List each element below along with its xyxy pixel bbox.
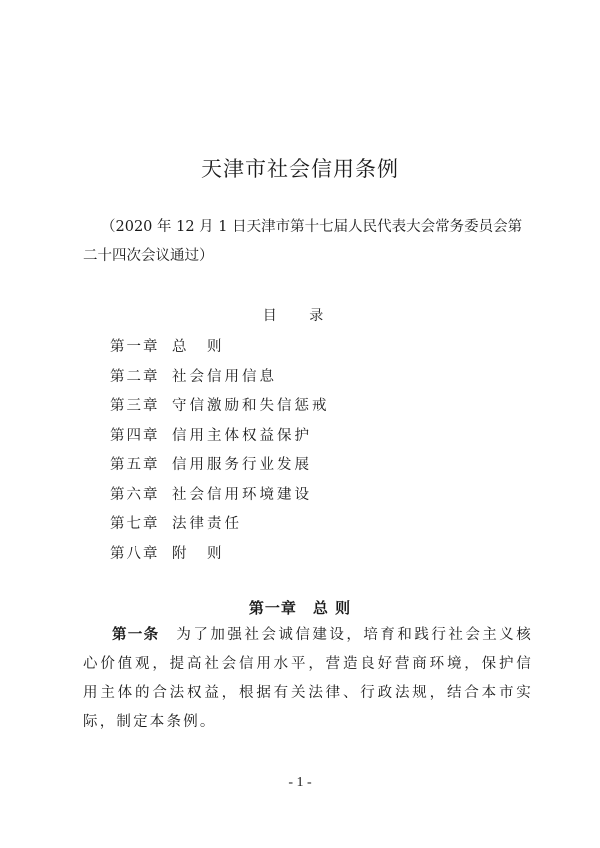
toc-chapter-number: 第四章 xyxy=(110,427,160,444)
toc-chapter-title: 总 则 xyxy=(172,339,225,355)
toc-chapter-title: 信用服务行业发展 xyxy=(172,457,312,473)
toc-chapter-number: 第六章 xyxy=(110,486,160,503)
toc-item-chapter-5 xyxy=(110,451,330,481)
toc-chapter-number: 第五章 xyxy=(110,457,160,473)
toc-item-chapter-7 xyxy=(110,510,330,540)
toc-item-chapter-6 xyxy=(110,481,330,511)
toc-item-chapter-8 xyxy=(110,540,330,570)
toc-chapter-number: 第二章 xyxy=(110,368,160,385)
page-number: - 1 - xyxy=(288,775,312,790)
toc-chapter-title: 社会信用环境建设 xyxy=(172,486,312,503)
toc-chapter-title: 信用主体权益保护 xyxy=(172,427,312,444)
toc-chapter-number: 第一章 xyxy=(110,339,160,355)
article-label: 第一条 xyxy=(112,627,160,643)
toc-chapter-title: 附 则 xyxy=(172,545,225,562)
toc-item-chapter-2 xyxy=(110,363,330,393)
toc-item-chapter-4 xyxy=(110,422,330,452)
toc-heading: 目 录 xyxy=(262,308,338,324)
document-title: 天津市社会信用条例 xyxy=(201,157,399,181)
toc-chapter-title: 法律责任 xyxy=(172,516,242,532)
toc-chapter-title: 守信激励和失信惩戒 xyxy=(172,398,330,414)
table-of-contents xyxy=(110,333,330,569)
toc-chapter-number: 第三章 xyxy=(110,398,160,414)
chapter-heading: 第一章 总 则 xyxy=(248,599,352,617)
adoption-note: （2020 年 12 月 1 日天津市第十七届人民代表大会常务委员会第二十四次会议通过） xyxy=(83,219,523,264)
toc-item-chapter-1 xyxy=(110,333,330,363)
article-paragraph xyxy=(83,621,533,737)
article-text: 为了加强社会诚信建设，培育和践行社会主义核心价值观，提高社会信用水平，营造良好营商环境，保护信用主体的合法权益，根据有关法律、行政法规，结合本市实际，制定本条例。 xyxy=(83,627,534,730)
toc-chapter-title: 社会信用信息 xyxy=(172,368,277,385)
toc-item-chapter-3 xyxy=(110,392,330,422)
toc-chapter-number: 第七章 xyxy=(110,516,160,532)
toc-chapter-number: 第八章 xyxy=(110,545,160,562)
